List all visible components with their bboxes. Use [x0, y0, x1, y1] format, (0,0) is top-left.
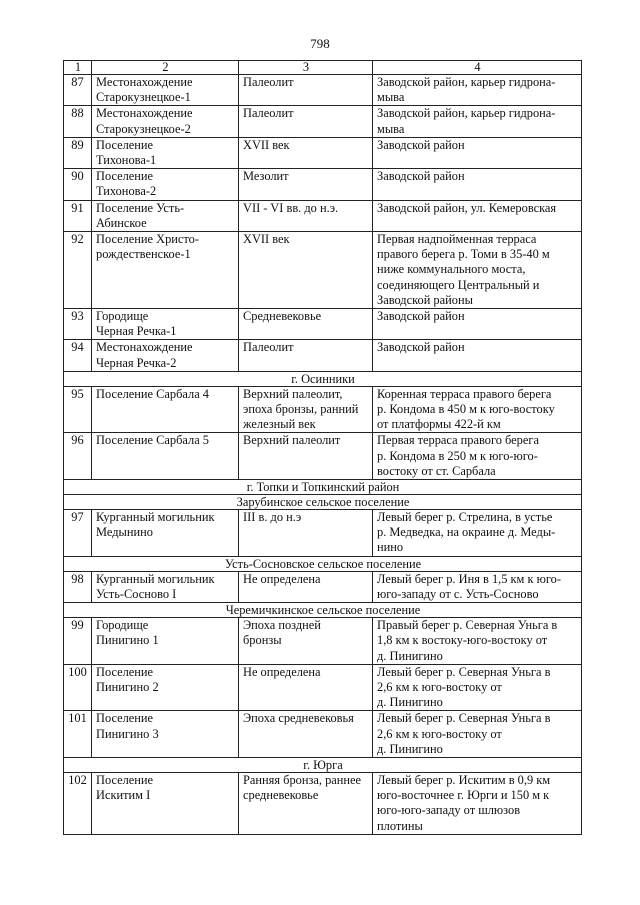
- monument-name-line: Пинигино 2: [96, 679, 159, 694]
- section-heading-row: [64, 556, 582, 571]
- monument-name-line: Пинигино 1: [96, 633, 159, 648]
- monument-name-line: Искитим I: [96, 788, 151, 803]
- monument-location-line: юго-юго-западу от шлюзов: [377, 803, 521, 818]
- column-number-2: 2: [92, 61, 239, 75]
- monument-name-line: Местонахождение: [96, 75, 193, 89]
- section-heading: г. Юрга: [64, 757, 582, 772]
- monument-name-line: рождественское-1: [96, 247, 191, 262]
- monument-name-line: Курганный могильник: [96, 510, 215, 525]
- page-number: 798: [310, 36, 330, 51]
- table-row: [64, 664, 582, 711]
- monument-location-line: Правый берег р. Северная Уньга в: [377, 618, 558, 633]
- section-heading-row: [64, 371, 582, 386]
- monument-name: [92, 618, 239, 665]
- row-number: 96: [64, 433, 92, 480]
- monument-location-line: р. Кондома в 450 м к юго-востоку: [377, 402, 555, 417]
- monument-name: [92, 137, 239, 168]
- monument-location-line: ниже коммунального моста,: [377, 262, 526, 277]
- table-row: [64, 232, 582, 309]
- monument-location-line: востоку от ст. Сарбала: [377, 463, 496, 478]
- row-number: 99: [64, 618, 92, 665]
- monument-name-line: Поселение: [96, 664, 154, 679]
- monument-location-line: от платформы 422-й км: [377, 417, 501, 432]
- monument-location: [373, 772, 582, 834]
- monument-epoch: [239, 137, 373, 168]
- monument-epoch: [239, 664, 373, 711]
- monument-epoch: [239, 106, 373, 137]
- monument-name: [92, 75, 239, 106]
- monument-location-line: Коренная терраса правого берега: [377, 386, 552, 401]
- monument-location-line: Левый берег р. Северная Уньга в: [377, 711, 551, 726]
- table-row: [64, 618, 582, 665]
- table-row: [64, 309, 582, 340]
- monument-epoch-line: бронзы: [243, 633, 282, 648]
- monument-name-line: Старокузнецкое-1: [96, 90, 191, 105]
- monument-location: [373, 137, 582, 168]
- monument-epoch: [239, 386, 373, 433]
- column-number-3: 3: [239, 61, 373, 75]
- monument-name-line: Городище: [96, 618, 149, 633]
- monument-name: [92, 106, 239, 137]
- monument-name: [92, 232, 239, 309]
- monument-name-line: Пинигино 3: [96, 726, 159, 741]
- monument-location: [373, 169, 582, 200]
- monument-epoch: [239, 232, 373, 309]
- section-heading-row: [64, 480, 582, 495]
- row-number: 95: [64, 386, 92, 433]
- monument-location-line: юго-восточнее г. Юрги и 150 м к: [377, 788, 550, 803]
- monument-name-line: Поселение Сарбала 4: [96, 386, 209, 401]
- row-number: 92: [64, 232, 92, 309]
- monument-name-line: Старокузнецкое-2: [96, 121, 191, 136]
- monument-name-line: Тихонова-1: [96, 153, 157, 168]
- monument-location: [373, 200, 582, 231]
- monument-location-line: д. Пинигино: [377, 741, 443, 756]
- monument-name-line: Абинское: [96, 215, 147, 230]
- monument-name: [92, 772, 239, 834]
- monument-epoch: [239, 510, 373, 557]
- table-row: [64, 711, 582, 758]
- monument-location-line: правого берега р. Томи в 35-40 м: [377, 247, 550, 262]
- monument-location-line: мыва: [377, 121, 405, 136]
- monument-location-line: Заводской район: [377, 137, 465, 152]
- monument-name-line: Тихонова-2: [96, 184, 157, 199]
- monument-location-line: юго-западу от с. Усть-Сосново: [377, 586, 539, 601]
- monument-name-line: Медынино: [96, 525, 153, 540]
- monument-epoch: [239, 711, 373, 758]
- monument-location-line: Заводской район, карьер гидрона-: [377, 75, 556, 89]
- monument-epoch-line: Верхний палеолит,: [243, 386, 343, 401]
- monument-name-line: Черная Речка-2: [96, 355, 177, 370]
- monument-location-line: Заводской район: [377, 340, 465, 355]
- table-row: [64, 106, 582, 137]
- monument-epoch-line: Ранняя бронза, раннее: [243, 772, 362, 787]
- row-number: 90: [64, 169, 92, 200]
- monument-name-line: Поселение: [96, 711, 154, 726]
- monument-location-line: Левый берег р. Иня в 1,5 км к юго-: [377, 571, 561, 586]
- monument-epoch: [239, 200, 373, 231]
- table-row: [64, 772, 582, 834]
- table-row: [64, 510, 582, 557]
- table-body: [64, 61, 582, 835]
- monument-name-line: Усть-Сосново I: [96, 586, 177, 601]
- monument-name-line: Местонахождение: [96, 340, 193, 355]
- monument-name: [92, 169, 239, 200]
- row-number: 102: [64, 772, 92, 834]
- table-row: [64, 340, 582, 371]
- monument-epoch-line: Палеолит: [243, 75, 294, 89]
- monument-epoch: [239, 309, 373, 340]
- monument-location-line: Заводской районы: [377, 292, 473, 307]
- monument-location-line: Заводской район: [377, 309, 465, 324]
- row-number: 88: [64, 106, 92, 137]
- monument-epoch: [239, 169, 373, 200]
- monument-location-line: 1,8 км к востоку-юго-востоку от: [377, 633, 548, 648]
- table-row: [64, 200, 582, 231]
- monument-name-line: Поселение: [96, 772, 154, 787]
- monument-name-line: Поселение Сарбала 5: [96, 433, 209, 448]
- table-row: [64, 137, 582, 168]
- monument-location: [373, 75, 582, 106]
- monument-location-line: 2,6 км к юго-востоку от: [377, 679, 502, 694]
- table-row: [64, 386, 582, 433]
- row-number: 93: [64, 309, 92, 340]
- monument-name: [92, 386, 239, 433]
- section-heading-row: [64, 757, 582, 772]
- monument-name: [92, 200, 239, 231]
- monument-location-line: плотины: [377, 818, 423, 833]
- monument-name-line: Поселение: [96, 169, 154, 184]
- section-heading: Черемичкинское сельское поселение: [64, 603, 582, 618]
- monument-name-line: Поселение Усть-: [96, 200, 185, 215]
- monument-epoch-line: Мезолит: [243, 169, 289, 184]
- monument-location-line: д. Пинигино: [377, 695, 443, 710]
- monument-location: [373, 340, 582, 371]
- monument-name: [92, 664, 239, 711]
- monument-epoch-line: VII - VI вв. до н.э.: [243, 200, 339, 215]
- monument-name-line: Местонахождение: [96, 106, 193, 121]
- table-row: [64, 433, 582, 480]
- monument-location-line: 2,6 км к юго-востоку от: [377, 726, 502, 741]
- row-number: 97: [64, 510, 92, 557]
- monument-epoch-line: Палеолит: [243, 340, 294, 355]
- monument-name: [92, 309, 239, 340]
- table-row: [64, 75, 582, 106]
- section-heading: Зарубинское сельское поселение: [64, 495, 582, 510]
- monument-epoch-line: Эпоха средневековья: [243, 711, 354, 726]
- monument-location-line: д. Пинигино: [377, 648, 443, 663]
- monument-epoch-line: эпоха бронзы, ранний: [243, 402, 359, 417]
- monument-location: [373, 232, 582, 309]
- section-heading-row: [64, 603, 582, 618]
- column-number-4: 4: [373, 61, 582, 75]
- monument-epoch-line: средневековье: [243, 788, 319, 803]
- monument-epoch: [239, 772, 373, 834]
- monument-name-line: Поселение: [96, 137, 154, 152]
- monument-epoch: [239, 75, 373, 106]
- monument-location-line: Левый берег р. Искитим в 0,9 км: [377, 772, 551, 787]
- monument-location: [373, 309, 582, 340]
- monument-location: [373, 571, 582, 602]
- monument-location-line: мыва: [377, 90, 405, 105]
- monument-location-line: соединяющего Центральный и: [377, 277, 540, 292]
- monument-location-line: Заводской район: [377, 169, 465, 184]
- monument-location: [373, 618, 582, 665]
- monument-epoch-line: Эпоха поздней: [243, 618, 321, 633]
- monument-epoch: [239, 618, 373, 665]
- monument-name-line: Поселение Христо-: [96, 232, 199, 247]
- row-number: 91: [64, 200, 92, 231]
- row-number: 101: [64, 711, 92, 758]
- monument-name: [92, 571, 239, 602]
- monument-epoch-line: Не определена: [243, 571, 321, 586]
- monument-epoch-line: Средневековье: [243, 309, 322, 324]
- monument-epoch-line: железный век: [243, 417, 316, 432]
- monument-location-line: Левый берег р. Северная Уньга в: [377, 664, 551, 679]
- table-row: [64, 571, 582, 602]
- monument-location: [373, 664, 582, 711]
- row-number: 89: [64, 137, 92, 168]
- row-number: 98: [64, 571, 92, 602]
- column-number-1: 1: [64, 61, 92, 75]
- section-heading-row: [64, 495, 582, 510]
- monument-epoch-line: XVII век: [243, 232, 290, 247]
- monument-location-line: Заводской район, ул. Кемеровская: [377, 200, 557, 215]
- column-number-row: [64, 61, 582, 75]
- section-heading: г. Топки и Топкинский район: [64, 480, 582, 495]
- monument-epoch-line: Не определена: [243, 664, 321, 679]
- monument-location: [373, 711, 582, 758]
- monument-epoch-line: XVII век: [243, 137, 290, 152]
- row-number: 100: [64, 664, 92, 711]
- monuments-table: [63, 60, 582, 835]
- monument-location-line: нино: [377, 540, 404, 555]
- monument-epoch-line: Верхний палеолит: [243, 433, 341, 448]
- monument-location-line: р. Кондома в 250 м к юго-юго-: [377, 448, 538, 463]
- monument-epoch: [239, 433, 373, 480]
- monument-name: [92, 433, 239, 480]
- monument-epoch: [239, 340, 373, 371]
- monument-name-line: Черная Речка-1: [96, 324, 177, 339]
- monument-location: [373, 386, 582, 433]
- section-heading: г. Осинники: [64, 371, 582, 386]
- monument-name-line: Курганный могильник: [96, 571, 215, 586]
- monument-location-line: Левый берег р. Стрелина, в устье: [377, 510, 553, 525]
- monument-location: [373, 106, 582, 137]
- section-heading: Усть-Сосновское сельское поселение: [64, 556, 582, 571]
- monument-location: [373, 433, 582, 480]
- monument-name: [92, 510, 239, 557]
- monument-location: [373, 510, 582, 557]
- row-number: 94: [64, 340, 92, 371]
- monument-location-line: р. Медведка, на окраине д. Меды-: [377, 525, 556, 540]
- monument-location-line: Первая надпойменная терраса: [377, 232, 537, 247]
- row-number: 87: [64, 75, 92, 106]
- monument-location-line: Заводской район, карьер гидрона-: [377, 106, 556, 121]
- monument-epoch: [239, 571, 373, 602]
- monument-epoch-line: III в. до н.э: [243, 510, 302, 525]
- monument-location-line: Первая терраса правого берега: [377, 433, 539, 448]
- monument-name: [92, 340, 239, 371]
- monument-name: [92, 711, 239, 758]
- table-row: [64, 169, 582, 200]
- monument-epoch-line: Палеолит: [243, 106, 294, 121]
- monument-name-line: Городище: [96, 309, 149, 324]
